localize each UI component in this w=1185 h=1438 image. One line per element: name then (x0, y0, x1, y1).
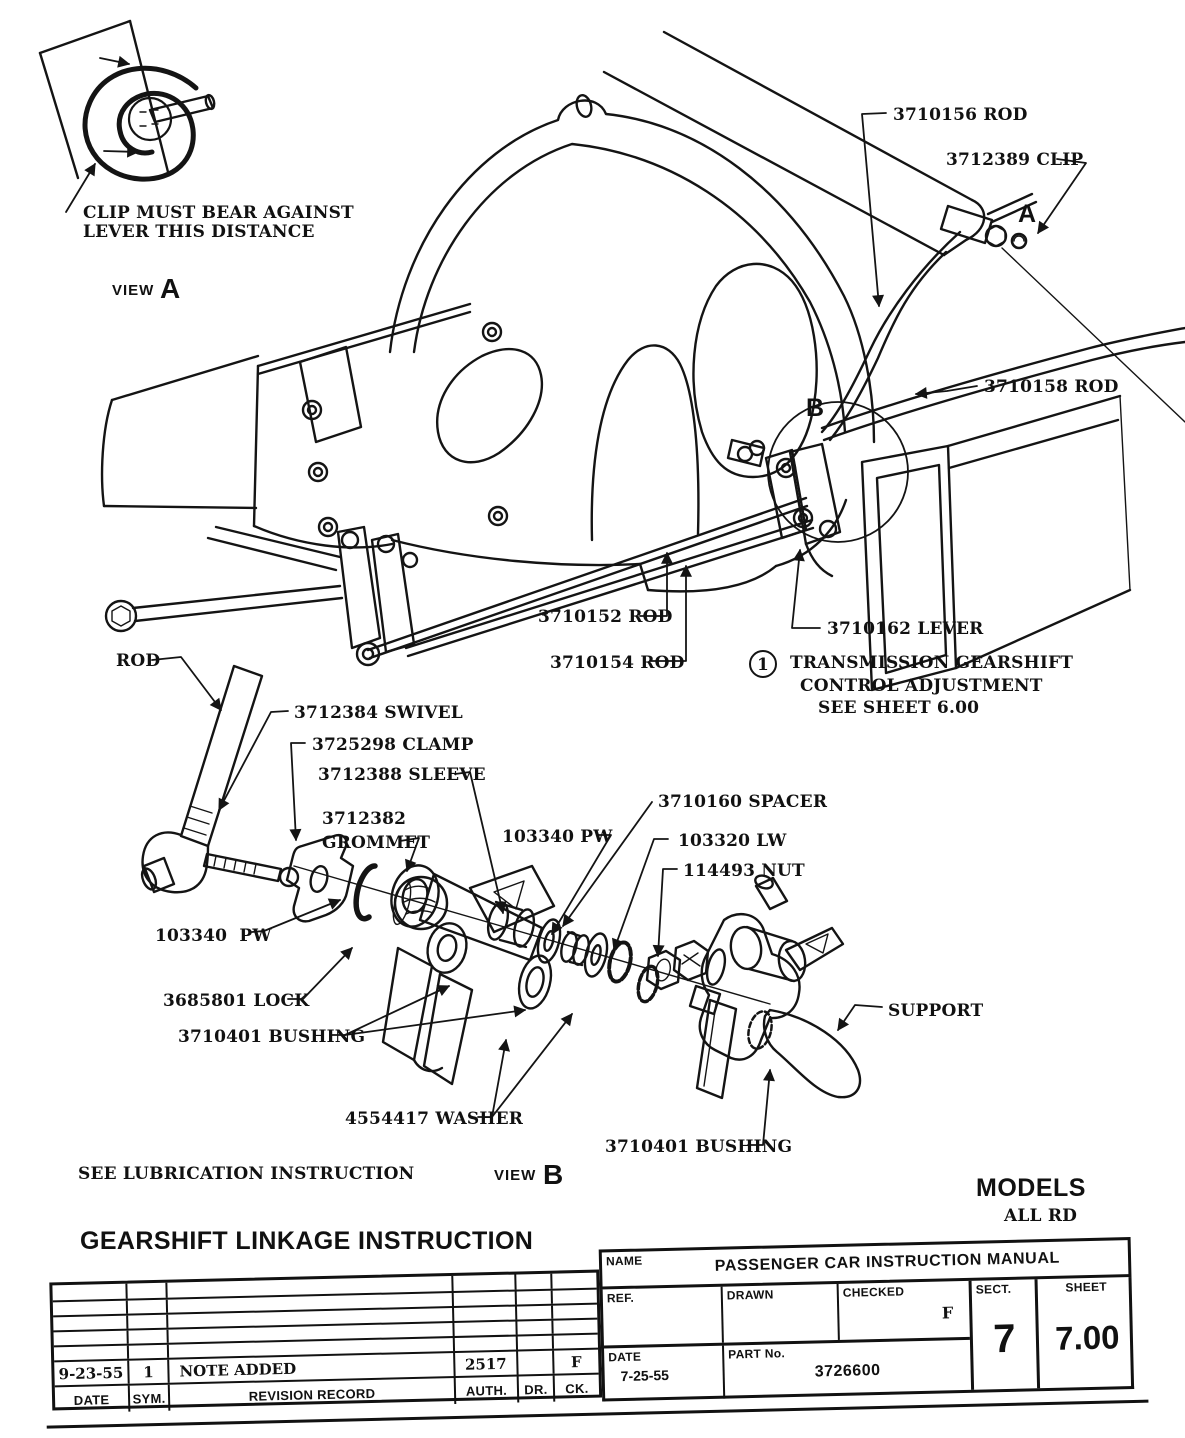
shift-levers (106, 498, 813, 665)
label-rod-3710156: 3710156 ROD (893, 105, 1028, 125)
adjustment-note-number: 1 (756, 655, 770, 675)
revision-sym: 1 (129, 1360, 170, 1384)
sect-value: 7 (992, 1316, 1017, 1362)
date-value: 7-25-55 (620, 1366, 670, 1385)
label-bushing-left: 3710401 BUSHING (178, 1027, 366, 1047)
view-a-inset (40, 21, 216, 179)
part-value: 3726600 (814, 1361, 881, 1381)
clip-note-line2: LEVER THIS DISTANCE (83, 222, 315, 242)
view-a-label: VIEW (112, 282, 155, 299)
models-value: ALL RD (1004, 1206, 1078, 1226)
adjustment-note-line3: SEE SHEET 6.00 (818, 698, 980, 718)
sheet-label: SHEET (1065, 1279, 1108, 1295)
view-a-leaders (66, 58, 138, 212)
lubrication-note: SEE LUBRICATION INSTRUCTION (78, 1164, 415, 1184)
name-label: NAME (605, 1253, 643, 1269)
transmission-case (102, 94, 874, 592)
label-rod-3710154: 3710154 ROD (550, 653, 685, 673)
ref-cell (603, 1287, 724, 1346)
sheet-value: 7.00 (1054, 1317, 1120, 1357)
date-cell (604, 1346, 725, 1402)
revision-auth: 2517 (455, 1351, 519, 1375)
view-b-letter: B (543, 1159, 564, 1190)
header-dr: DR. (519, 1376, 556, 1403)
title-block (49, 1231, 1134, 1416)
label-rod: ROD (116, 651, 161, 671)
sect-cell (972, 1279, 1041, 1390)
header-date: DATE (55, 1386, 131, 1414)
marker-a: A (1018, 200, 1037, 228)
sect-label: SECT. (975, 1281, 1012, 1297)
ref-label: REF. (606, 1290, 635, 1306)
name-value: PASSENGER CAR INSTRUCTION MANUAL (714, 1249, 1061, 1275)
label-lw: 103320 LW (678, 831, 787, 851)
header-sym: SYM. (130, 1385, 171, 1412)
label-rod-3710152: 3710152 ROD (538, 607, 673, 627)
label-pw-left: 103340 PW (155, 926, 272, 946)
revision-table (49, 1270, 602, 1411)
part-label: PART No. (728, 1346, 786, 1362)
label-pw-right: 103340 PW (502, 827, 613, 847)
label-lever-3710162: 3710162 LEVER (827, 619, 984, 639)
sheet-title: GEARSHIFT LINKAGE INSTRUCTION (80, 1227, 534, 1255)
label-swivel: 3712384 SWIVEL (294, 703, 463, 723)
label-clip-3712389: 3712389 CLIP (946, 150, 1084, 170)
label-grommet: GROMMET (322, 833, 431, 853)
header-ck: CK. (565, 1380, 589, 1396)
header-auth: AUTH. (456, 1376, 520, 1403)
part-cell (724, 1340, 971, 1399)
label-washer: 4554417 WASHER (345, 1109, 524, 1129)
upper-rod-3710156 (604, 32, 984, 440)
label-grommet-num: 3712382 (322, 809, 407, 829)
view-b-label: VIEW (494, 1167, 537, 1184)
drawn-cell (723, 1284, 840, 1343)
revision-dr (518, 1351, 555, 1375)
header-record: REVISION RECORD (170, 1378, 457, 1411)
label-rod-3710158: 3710158 ROD (984, 377, 1119, 397)
adjustment-note-line2: CONTROL ADJUSTMENT (800, 676, 1043, 696)
checked-value: F (941, 1303, 954, 1323)
revision-record: NOTE ADDED (169, 1353, 455, 1383)
checked-label: CHECKED (842, 1284, 905, 1300)
label-support: SUPPORT (888, 1001, 984, 1021)
marker-b: B (806, 394, 825, 422)
label-bushing-right: 3710401 BUSHING (605, 1137, 793, 1157)
label-lock: 3685801 LOCK (163, 991, 310, 1011)
label-clamp: 3725298 CLAMP (312, 735, 474, 755)
checked-cell (839, 1281, 970, 1340)
info-block (599, 1237, 1134, 1401)
revision-date: 9-23-55 (54, 1361, 130, 1386)
label-nut: 114493 NUT (683, 861, 805, 881)
crossmember (862, 396, 1130, 690)
view-a-letter: A (160, 273, 181, 304)
clip-note-line1: CLIP MUST BEAR AGAINST (83, 203, 354, 223)
sheet-cell (1038, 1277, 1138, 1388)
revision-ck: F (570, 1352, 582, 1371)
adjustment-note-line1: TRANSMISSION GEARSHIFT (790, 653, 1074, 673)
drawn-label: DRAWN (726, 1287, 774, 1303)
label-spacer: 3710160 SPACER (658, 792, 828, 812)
models-heading: MODELS (976, 1174, 1086, 1202)
label-sleeve: 3712388 SLEEVE (318, 765, 486, 785)
date-label: DATE (608, 1349, 642, 1365)
